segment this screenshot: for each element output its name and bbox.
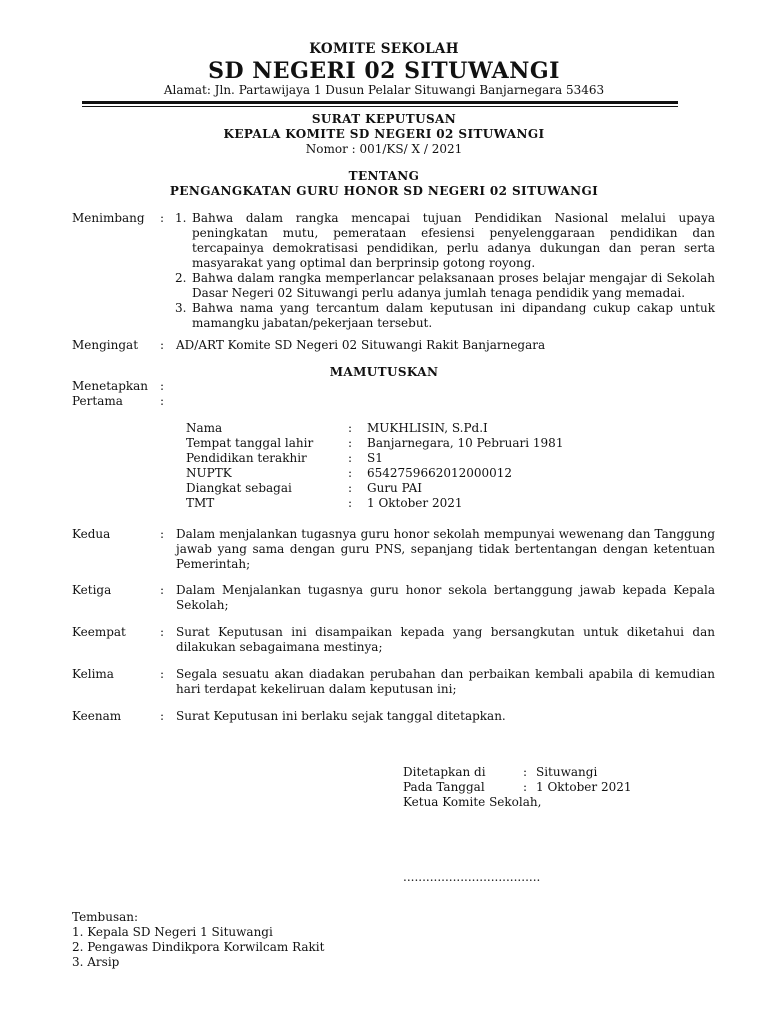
detail-colon: : <box>348 421 353 435</box>
menimbang-list <box>175 211 715 331</box>
about-label: TENTANG <box>348 169 420 183</box>
detail-row-pendidikan <box>186 451 606 466</box>
detail-colon: : <box>348 466 353 480</box>
list-item <box>175 211 715 271</box>
keempat-label: Keempat <box>72 625 126 639</box>
place-value: Situwangi <box>536 765 598 779</box>
detail-colon: : <box>348 436 353 450</box>
place-colon: : <box>523 765 528 779</box>
school-name: SD NEGERI 02 SITUWANGI <box>208 58 560 84</box>
detail-row-tmt <box>186 496 606 511</box>
detail-key: Diangkat sebagai <box>186 481 292 495</box>
decree-issuer: KEPALA KOMITE SD NEGERI 02 SITUWANGI <box>223 127 545 141</box>
signatory-role <box>403 795 703 810</box>
list-item: 1. Kepala SD Negeri 1 Situwangi <box>72 925 273 939</box>
mengingat-text: AD/ART Komite SD Negeri 02 Situwangi Rakit Banjarnegara <box>176 338 546 352</box>
detail-key: Pendidikan terakhir <box>186 451 307 465</box>
kedua-label: Kedua <box>72 527 111 541</box>
signature-date-row <box>403 780 703 795</box>
committee-heading: KOMITE SEKOLAH <box>309 41 459 57</box>
detail-colon: : <box>348 481 353 495</box>
list-text: Bahwa dalam rangka mencapai tujuan Pendidikan Nasional melalui upaya peningkatan mutu, pemerataan efesiensi penyelenggaraan pendidikan dan tercapainya demokratisasi pendidikan, perlu adanya dukungan dan peran serta masyarakat yang optimal dan berprinsip gotong royong. <box>192 211 715 270</box>
list-item: 2. Pengawas Dindikpora Korwilcam Rakit <box>72 940 325 954</box>
role-text: Ketua Komite Sekolah, <box>403 795 542 809</box>
detail-key: Tempat tanggal lahir <box>186 436 314 450</box>
list-number: 1. <box>175 211 187 225</box>
signature-place-row <box>403 765 703 780</box>
place-label: Ditetapkan di <box>403 765 486 779</box>
ketiga-colon: : <box>160 583 165 597</box>
date-colon: : <box>523 780 528 794</box>
detail-key: Nama <box>186 421 223 435</box>
carbon-copy-block <box>72 910 472 970</box>
ketiga-text: Dalam Menjalankan tugasnya guru honor sekola bertanggung jawab kepada Kepala Sekolah; <box>176 583 715 612</box>
list-number: 2. <box>175 271 187 285</box>
detail-value: Banjarnegara, 10 Pebruari 1981 <box>367 436 564 450</box>
date-value: 1 Oktober 2021 <box>536 780 632 794</box>
list-item: 3. Arsip <box>72 955 120 969</box>
mengingat-label: Mengingat <box>72 338 139 352</box>
list-text: Bahwa dalam rangka memperlancar pelaksanaan proses belajar mengajar di Sekolah Dasar Negeri 02 Situwangi perlu adanya jumlah tenaga pendidik yang memadai. <box>192 271 715 300</box>
signature-name-line: .................................... <box>403 870 541 884</box>
pertama-colon: : <box>160 394 165 408</box>
letterhead-divider-thin <box>82 106 678 107</box>
kelima-colon: : <box>160 667 165 681</box>
signature-block <box>403 765 703 810</box>
kelima-label: Kelima <box>72 667 114 681</box>
detail-colon: : <box>348 451 353 465</box>
letterhead-divider-thick <box>82 101 678 104</box>
carbon-copy-label: Tembusan: <box>72 910 139 924</box>
list-item <box>175 271 715 301</box>
detail-value: S1 <box>367 451 383 465</box>
keempat-text: Surat Keputusan ini disampaikan kepada yang bersangkutan untuk diketahui dan dilakukan sebagaimana mestinya; <box>176 625 715 654</box>
kedua-colon: : <box>160 527 165 541</box>
list-item <box>175 301 715 331</box>
decree-number: Nomor : 001/KS/ X / 2021 <box>305 142 463 156</box>
ketiga-label: Ketiga <box>72 583 112 597</box>
detail-row-ttl <box>186 436 606 451</box>
keenam-label: Keenam <box>72 709 122 723</box>
menetapkan-colon: : <box>160 379 165 393</box>
list-number: 3. <box>175 301 187 315</box>
detail-value: Guru PAI <box>367 481 422 495</box>
mengingat-colon: : <box>160 338 165 352</box>
detail-key: TMT <box>186 496 215 510</box>
menetapkan-label: Menetapkan <box>72 379 149 393</box>
school-address: Alamat: Jln. Partawijaya 1 Dusun Pelalar Situwangi Banjarnegara 53463 <box>163 83 605 97</box>
kelima-text: Segala sesuatu akan diadakan perubahan dan perbaikan kembali apabila di kemudian hari terdapat kekeliruan dalam keputusan ini; <box>176 667 715 696</box>
menimbang-label: Menimbang <box>72 211 145 225</box>
kedua-text: Dalam menjalankan tugasnya guru honor sekolah mempunyai wewenang dan Tanggung jawab yang sama dengan guru PNS, sepanjang tidak bertentangan dengan ketentuan Pemerintah; <box>176 527 715 571</box>
detail-value: 1 Oktober 2021 <box>367 496 463 510</box>
menimbang-colon: : <box>160 211 165 225</box>
detail-row-nuptk <box>186 466 606 481</box>
list-text: Bahwa nama yang tercantum dalam keputusan ini dipandang cukup cakap untuk mamangku jabatan/pekerjaan tersebut. <box>192 301 715 330</box>
detail-row-nama <box>186 421 606 436</box>
decree-title: SURAT KEPUTUSAN <box>311 112 457 126</box>
keempat-colon: : <box>160 625 165 639</box>
detail-key: NUPTK <box>186 466 232 480</box>
memutuskan-heading: MAMUTUSKAN <box>329 365 439 379</box>
detail-value: MUKHLISIN, S.Pd.I <box>367 421 488 435</box>
detail-row-jabatan <box>186 481 606 496</box>
decree-subject: PENGANGKATAN GURU HONOR SD NEGERI 02 SITUWANGI <box>169 184 599 198</box>
keenam-colon: : <box>160 709 165 723</box>
appointee-details <box>186 421 606 511</box>
date-label: Pada Tanggal <box>403 780 485 794</box>
detail-value: 6542759662012000012 <box>367 466 513 480</box>
keenam-text: Surat Keputusan ini berlaku sejak tanggal ditetapkan. <box>176 709 506 723</box>
pertama-label: Pertama <box>72 394 123 408</box>
detail-colon: : <box>348 496 353 510</box>
